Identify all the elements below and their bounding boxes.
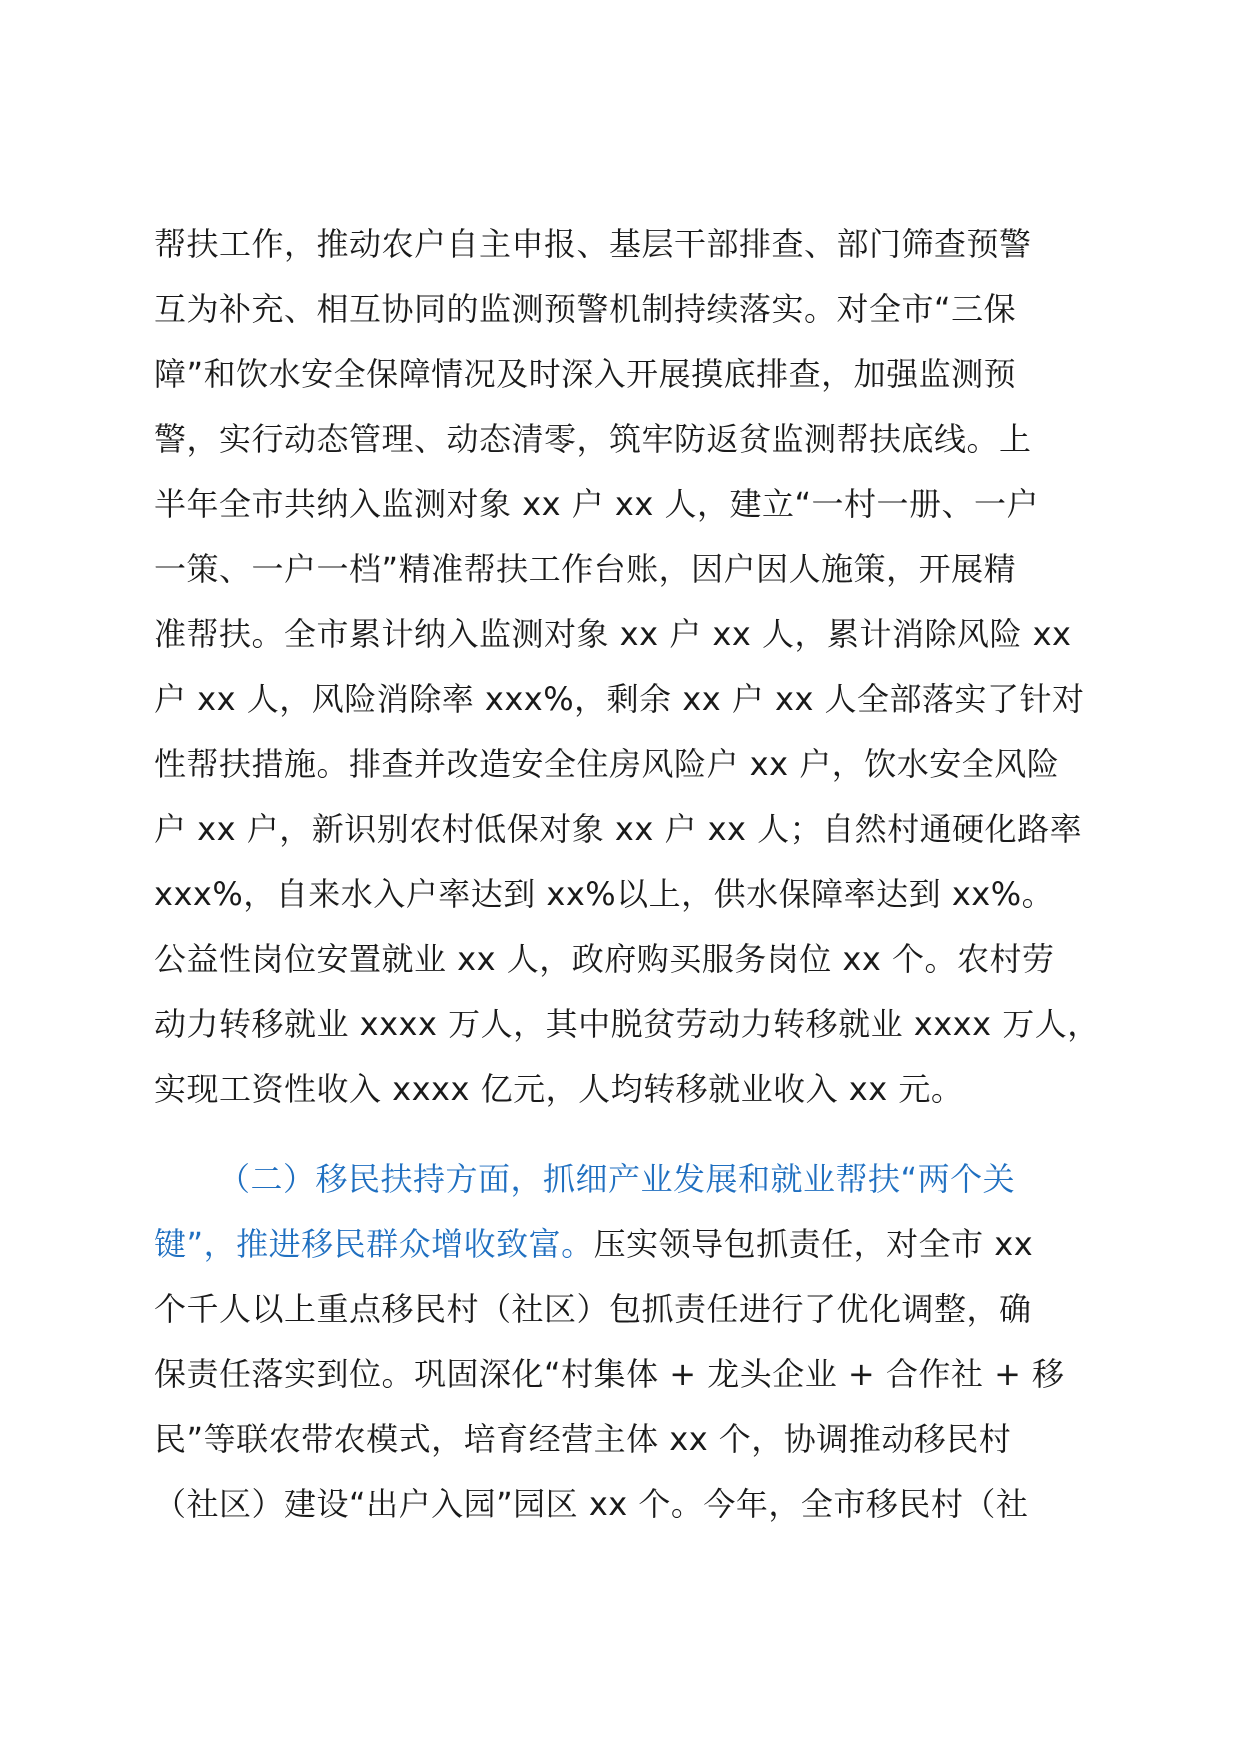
paragraph-line: 半年全市共纳入监测对象 xx 户 xx 人，建立“一村一册、一户 <box>154 485 1040 523</box>
paragraph-line: 互为补充、相互协同的监测预警机制持续落实。对全市“三保 <box>154 290 1017 328</box>
paragraph-line: 障”和饮水安全保障情况及时深入开展摸底排查，加强监测预 <box>154 355 1017 393</box>
paragraph-line: （社区）建设“出户入园”园区 xx 个。今年，全市移民村（社 <box>154 1485 1029 1523</box>
paragraph-line: 户 xx 人，风险消除率 xxx%，剩余 xx 户 xx 人全部落实了针对 <box>154 680 1085 718</box>
paragraph-line: 准帮扶。全市累计纳入监测对象 xx 户 xx 人，累计消除风险 xx <box>154 615 1072 653</box>
paragraph-line: 保责任落实到位。巩固深化“村集体 + 龙头企业 + 合作社 + 移 <box>154 1355 1065 1393</box>
paragraph-1 <box>154 212 1100 1122</box>
paragraph-line: 帮扶工作，推动农户自主申报、基层干部排查、部门筛查预警 <box>154 225 1032 263</box>
paragraph-line: 民”等联农带农模式，培育经营主体 xx 个，协调推动移民村 <box>154 1420 1012 1458</box>
paragraph-line-mixed <box>154 1212 1089 1277</box>
paragraph-line: 户 xx 户，新识别农村低保对象 xx 户 xx 人；自然村通硬化路率 <box>154 810 1083 848</box>
paragraph-line: 警，实行动态管理、动态清零，筑牢防返贫监测帮扶底线。上 <box>154 420 1032 458</box>
paragraph-line: xxx%，自来水入户率达到 xx%以上，供水保障率达到 xx%。 <box>154 875 1055 913</box>
paragraph-line: 动力转移就业 xxxx 万人，其中脱贫劳动力转移就业 xxxx 万人， <box>154 1005 1100 1043</box>
section-heading-line-1: （二）移民扶持方面，抓细产业发展和就业帮扶“两个关 <box>218 1160 1016 1198</box>
paragraph-line: 公益性岗位安置就业 xx 人，政府购买服务岗位 xx 个。农村劳 <box>154 940 1055 978</box>
paragraph-line: 性帮扶措施。排查并改造安全住房风险户 xx 户，饮水安全风险 <box>154 745 1060 783</box>
section-heading-line-2: 键”，推进移民群众增收致富。 <box>154 1225 594 1263</box>
paragraph-line: 个千人以上重点移民村（社区）包抓责任进行了优化调整，确 <box>154 1290 1032 1328</box>
paragraph-line: 实现工资性收入 xxxx 亿元，人均转移就业收入 xx 元。 <box>154 1070 964 1108</box>
paragraph-line-rest: 压实领导包抓责任，对全市 xx <box>593 1225 1034 1263</box>
paragraph-2 <box>154 1147 1089 1537</box>
paragraph-line: 一策、一户一档”精准帮扶工作台账，因户因人施策，开展精 <box>154 550 1017 588</box>
